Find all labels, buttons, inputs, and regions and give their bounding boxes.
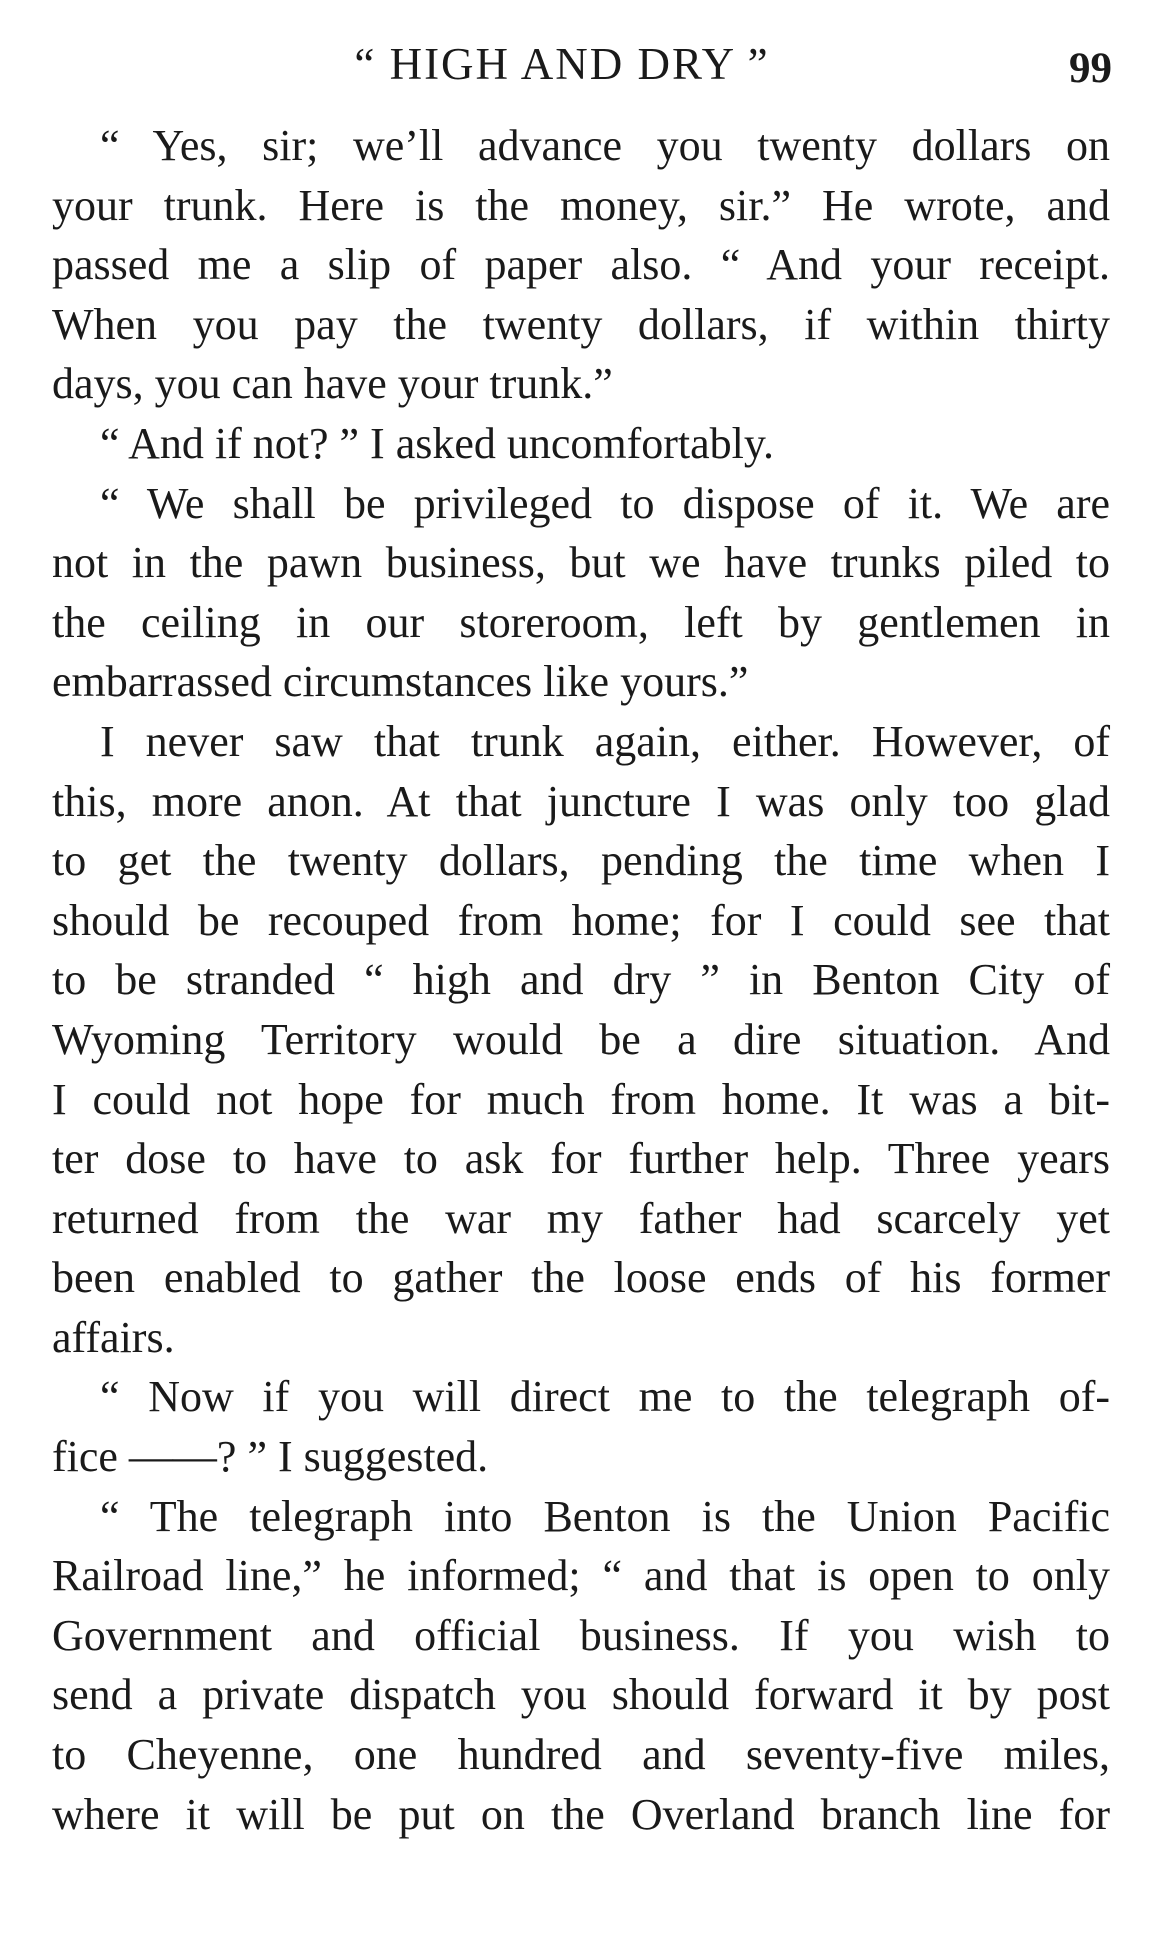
text-line: I never saw that trunk again, either. However, of (100, 716, 1110, 766)
text-line: affairs. (52, 1312, 175, 1362)
page-number: 99 (1069, 45, 1112, 92)
text-line: “ We shall be privileged to dispose of it. We are (100, 478, 1110, 528)
text-line: where it will be put on the Overland branch line for (52, 1789, 1110, 1839)
text-line: should be recouped from home; for I could see that (52, 895, 1110, 945)
text-line: embarrassed circumstances like yours.” (52, 657, 749, 707)
text-line: Wyoming Territory would be a dire situation. And (52, 1014, 1110, 1064)
text-line: this, more anon. At that juncture I was only too glad (52, 776, 1110, 826)
text-line: days, you can have your trunk.” (52, 359, 613, 409)
text-line: Government and official business. If you wish to (52, 1610, 1110, 1660)
text-line: been enabled to gather the loose ends of his former (52, 1253, 1110, 1303)
text-line: passed me a slip of paper also. “ And your receipt. (52, 240, 1110, 290)
body-text (52, 116, 1110, 1844)
text-line: I could not hope for much from home. It was a bit- (52, 1074, 1110, 1124)
text-line: ter dose to have to ask for further help. Three years (52, 1134, 1110, 1184)
text-line: to be stranded “ high and dry ” in Benton City of (52, 955, 1110, 1005)
text-line: “ Yes, sir; we’ll advance you twenty dollars on (100, 121, 1110, 170)
running-title: “ HIGH AND DRY ” (354, 39, 770, 89)
text-line: to Cheyenne, one hundred and seventy-five miles, (52, 1730, 1110, 1780)
text-line: your trunk. Here is the money, sir.” He wrote, and (52, 180, 1110, 230)
text-line: Railroad line,” he informed; “ and that is open to only (52, 1551, 1110, 1601)
text-line: fice ——? ” I suggested. (52, 1432, 489, 1482)
running-head (52, 38, 1112, 98)
text-line: “ And if not? ” I asked uncomfortably. (100, 418, 775, 468)
text-line: “ The telegraph into Benton is the Union Pacific (100, 1491, 1110, 1541)
text-line: to get the twenty dollars, pending the time when I (52, 836, 1110, 886)
text-line: returned from the war my father had scarcely yet (52, 1193, 1110, 1243)
text-line: “ Now if you will direct me to the telegraph of- (100, 1372, 1110, 1422)
text-line: not in the pawn business, but we have trunks piled to (52, 538, 1110, 588)
text-line: When you pay the twenty dollars, if within thirty (52, 299, 1110, 349)
text-line: the ceiling in our storeroom, left by gentlemen in (52, 597, 1110, 647)
text-line: send a private dispatch you should forward it by post (52, 1670, 1110, 1720)
